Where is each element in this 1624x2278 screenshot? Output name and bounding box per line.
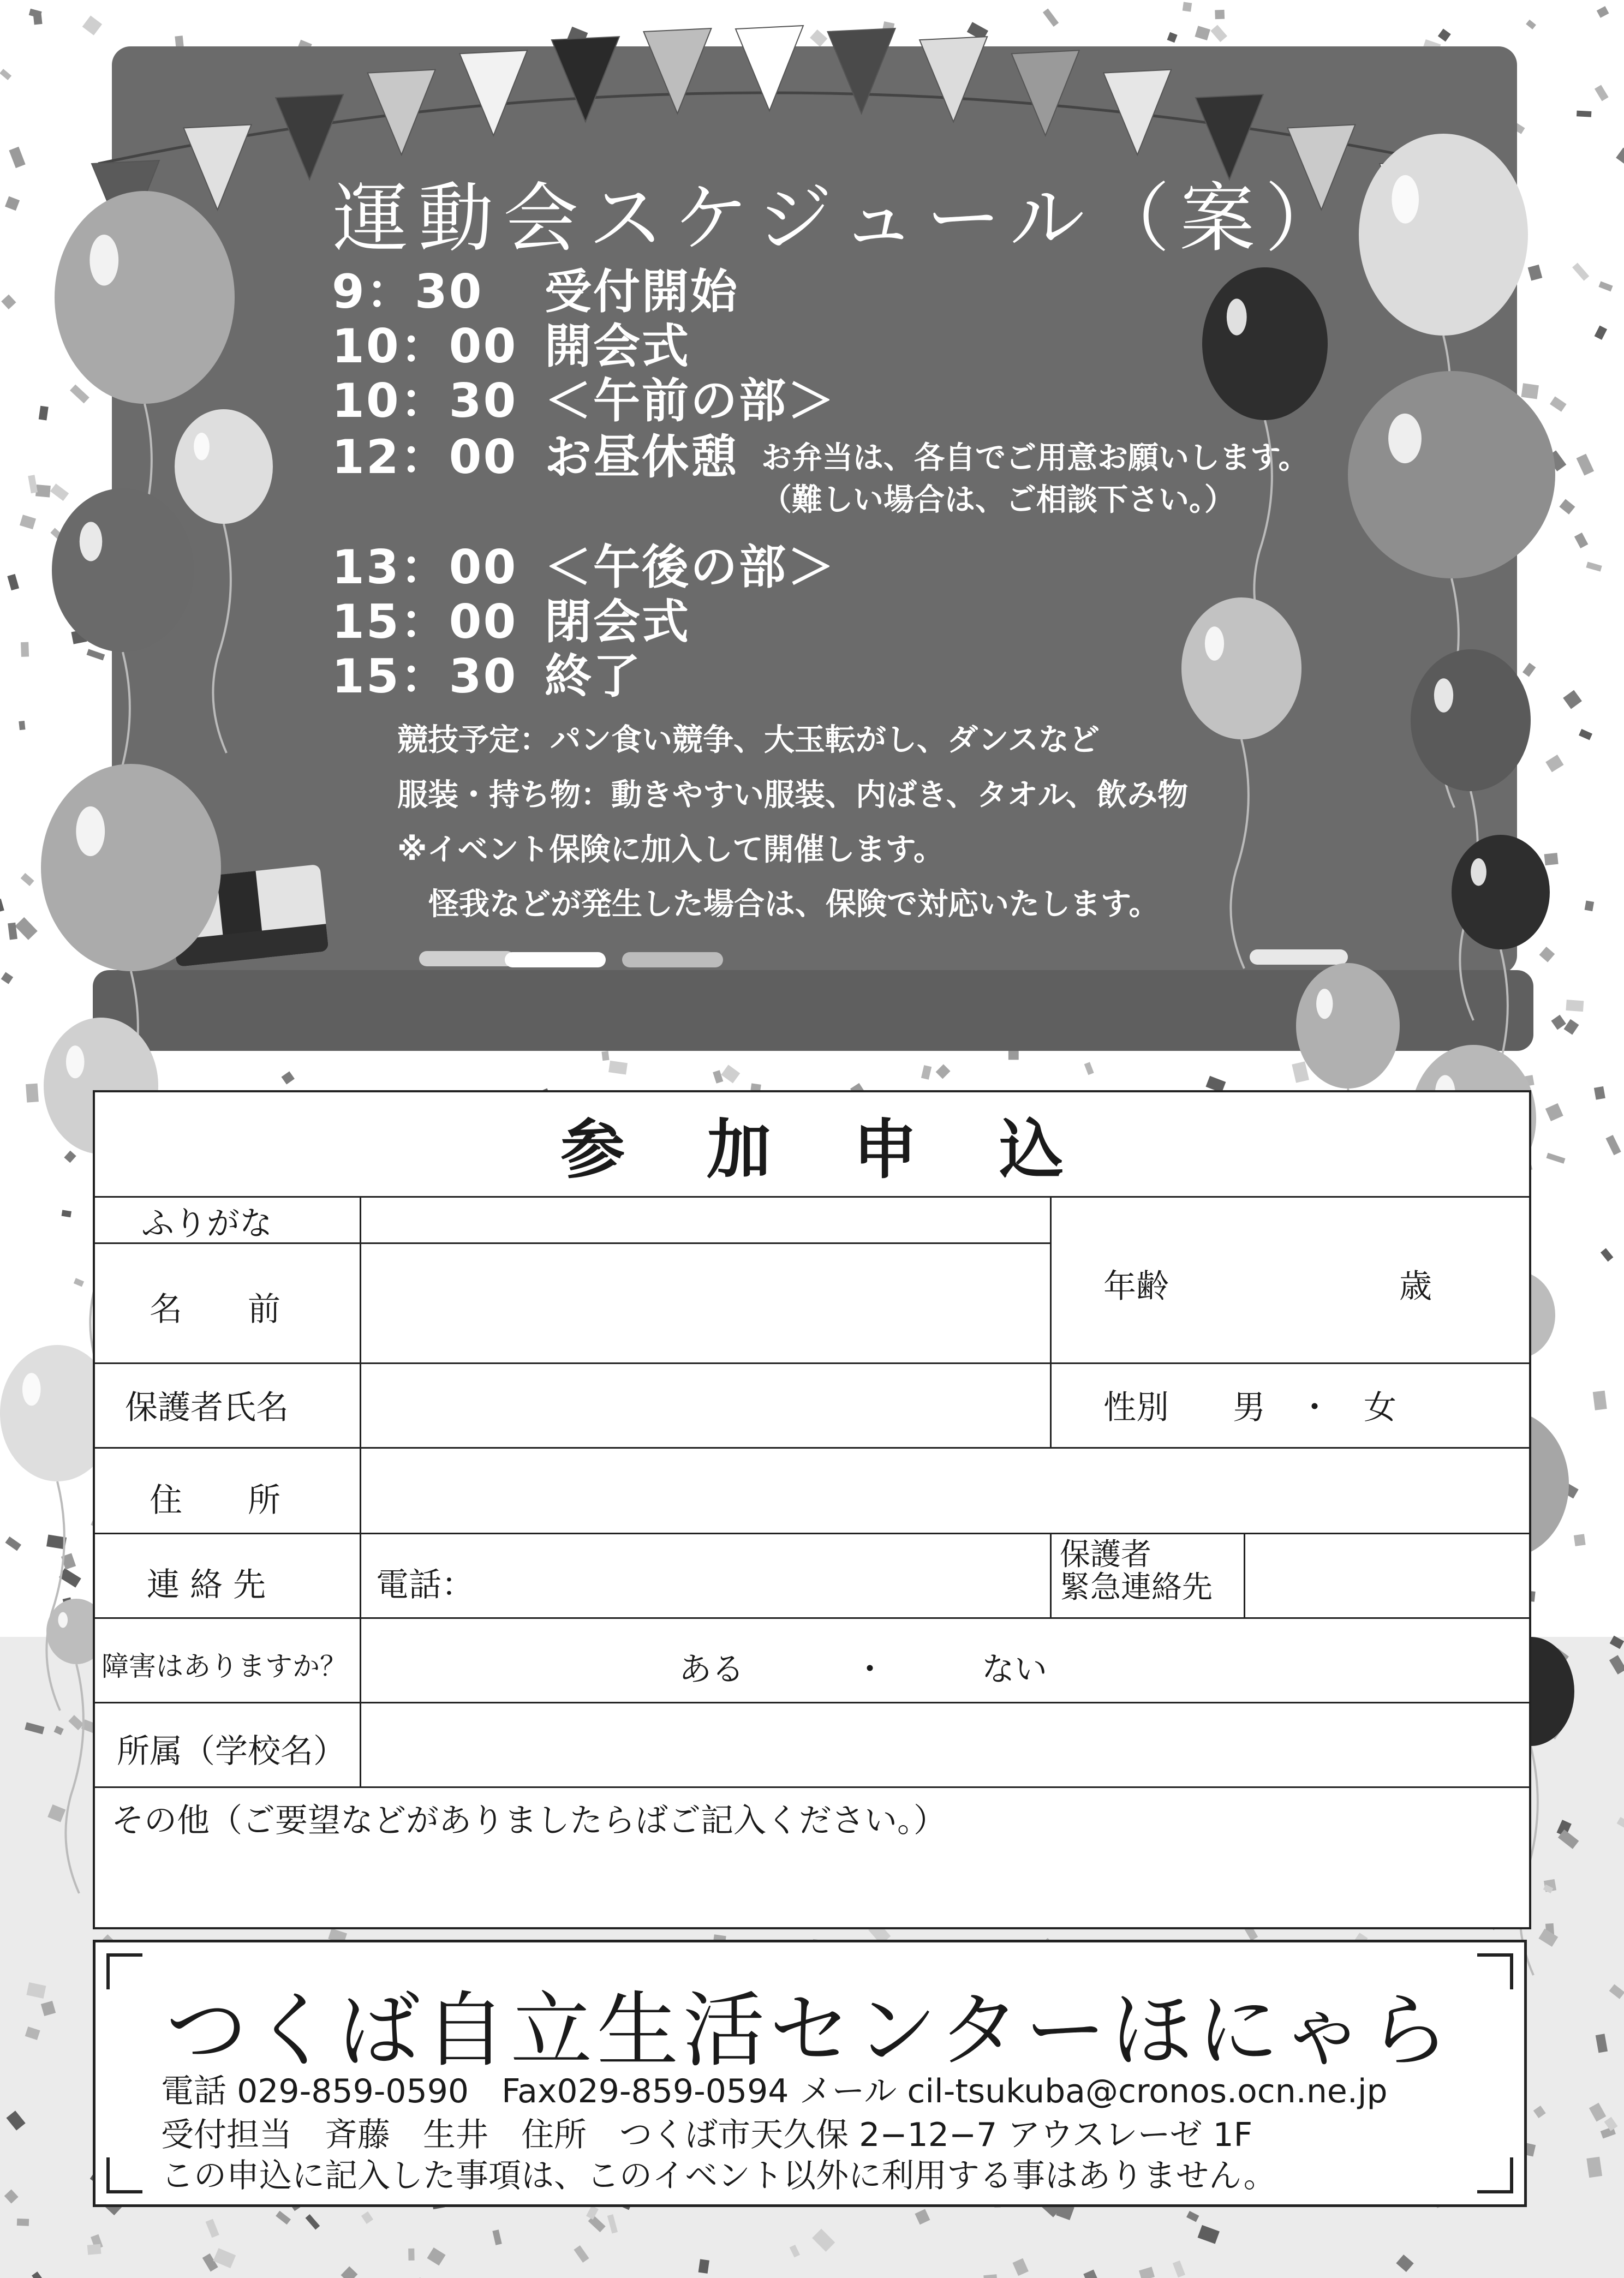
schedule-time: 12：00 xyxy=(332,430,518,485)
guardian-field[interactable] xyxy=(362,1365,1049,1446)
disability-no-option[interactable]: ない xyxy=(982,1651,1047,1689)
balloon xyxy=(1181,597,1301,968)
option-separator: ・ xyxy=(853,1651,886,1689)
age-label: 年齢 xyxy=(1103,1267,1169,1306)
schedule-event: 受付開始 xyxy=(545,265,739,319)
schedule-time: 15：00 xyxy=(332,595,518,649)
schedule-event: お昼休憩 xyxy=(545,430,739,485)
schedule-time: 15：30 xyxy=(332,649,518,704)
furigana-field[interactable] xyxy=(362,1198,1049,1241)
schedule-event: ＜午前の部＞ xyxy=(545,374,836,428)
events-planned: 競技予定：パン食い競争、大玉転がし、ダンスなど xyxy=(397,722,1100,758)
balloon xyxy=(1411,649,1531,1020)
furigana-label: ふりがな xyxy=(141,1205,272,1243)
schedule-time: 10：30 xyxy=(332,374,518,428)
insurance-note: ※イベント保険に加入して開催します。 xyxy=(397,832,944,868)
emergency-contact-line-1: 保護者 xyxy=(1060,1537,1151,1573)
form-grid xyxy=(95,1196,1529,1927)
schedule-event: ＜午後の部＞ xyxy=(545,540,836,595)
contact-label: 連 絡 先 xyxy=(147,1566,266,1604)
corner-ornament xyxy=(106,2157,142,2193)
emergency-contact-label xyxy=(1060,1539,1213,1604)
address-field[interactable] xyxy=(362,1450,1525,1530)
schedule-event: 開会式 xyxy=(545,319,690,374)
gender-options[interactable]: 男 ・ 女 xyxy=(1233,1389,1396,1427)
schedule-event: 終了 xyxy=(545,649,642,704)
disability-yes-option[interactable]: ある xyxy=(679,1651,744,1689)
disability-label: 障害はありますか？ xyxy=(101,1651,347,1682)
age-unit: 歳 xyxy=(1399,1267,1432,1306)
emergency-contact-line-2: 緊急連絡先 xyxy=(1060,1570,1213,1605)
schedule-time: 13：00 xyxy=(332,540,518,595)
reception-address: 受付担当 斉藤 生井 住所 つくば市天久保 2−12−7 アウスレーゼ 1F xyxy=(161,2116,1253,2154)
lunch-note-sub: （難しい場合は、ご相談下さい。） xyxy=(761,482,1235,518)
other-label: その他（ご要望などがありましたらばご記入ください。） xyxy=(111,1802,946,1840)
insurance-note-sub: 怪我などが発生した場合は、保険で対応いたします。 xyxy=(428,887,1160,922)
guardian-label: 保護者氏名 xyxy=(125,1389,289,1427)
emergency-contact-field[interactable] xyxy=(1247,1535,1526,1616)
age-field[interactable] xyxy=(1175,1245,1394,1327)
schedule-event: 閉会式 xyxy=(545,595,690,649)
schedule-time: 10：00 xyxy=(332,319,518,374)
organization-footer xyxy=(93,1940,1527,2207)
privacy-note: この申込に記入した事項は、このイベント以外に利用する事はありません。 xyxy=(161,2157,1276,2195)
form-title: 参加申込 xyxy=(560,1112,1145,1187)
lunch-note: お弁当は、各自でご用意お願いします。 xyxy=(761,440,1309,476)
clothing-items: 服装・持ち物：動きやすい服装、内ばき、タオル、飲み物 xyxy=(397,778,1189,813)
corner-ornament xyxy=(1477,2157,1513,2193)
name-label: 名 前 xyxy=(150,1290,280,1329)
schedule-title: 運動会スケジュール（案） xyxy=(333,175,1350,262)
organization-name: つくば自立生活センターほにゃら xyxy=(165,1983,1454,2078)
name-field[interactable] xyxy=(362,1245,1049,1361)
address-label: 住 所 xyxy=(150,1481,280,1520)
schedule-time: 9：30 xyxy=(332,265,483,319)
school-field[interactable] xyxy=(362,1705,1525,1785)
balloon xyxy=(1202,267,1328,649)
phone-label: 電話： xyxy=(376,1566,474,1604)
contact-info: 電話 029-859-0590 Fax029-859-0594 メール cil-tsukuba@cronos.ocn.ne.jp xyxy=(161,2072,1388,2110)
other-field[interactable] xyxy=(100,1837,1524,1919)
application-form xyxy=(93,1090,1531,1929)
phone-field[interactable] xyxy=(471,1535,1047,1616)
school-label: 所属（学校名） xyxy=(117,1732,346,1771)
gender-label: 性別 xyxy=(1103,1389,1169,1427)
